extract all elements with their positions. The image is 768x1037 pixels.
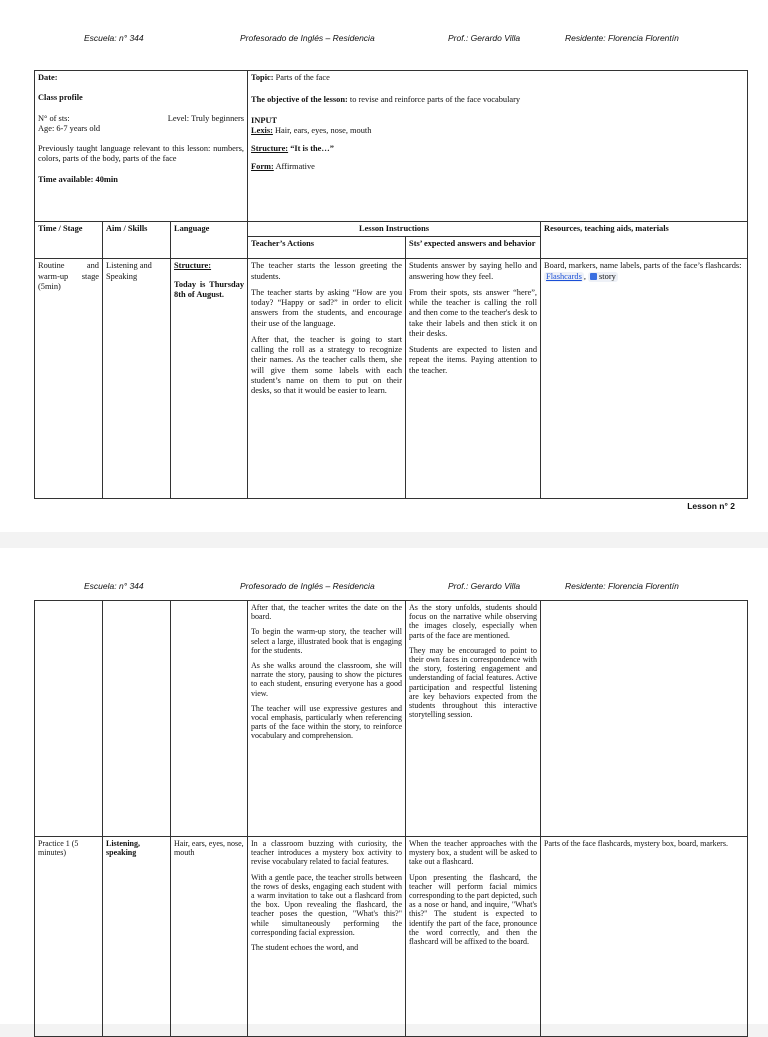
teacher-actions-cell: In a classroom buzzing with curiosity, the teacher introduces a mystery box activity to revise vocabulary related to facial features. With a gentle pace, the teacher strolls between the rows of desks, engaging each student with a warm invitation to take out a flashcard from the box. Upon revealing the flashcard, the teacher poses the question, "What's this?" while simultaneously performing the corresponding facial expression. The student echoes the word, and (248, 837, 406, 1037)
resources-cell: Parts of the face flashcards, mystery box, board, markers. (541, 837, 748, 1037)
doc-icon (590, 273, 597, 280)
resources-cell (541, 601, 748, 837)
col-lesson-instructions: Lesson Instructions (248, 222, 541, 237)
resources-cell: Board, markers, name labels, parts of the face’s flashcards: Flashcards , story (541, 259, 748, 499)
header-course: Profesorado de Inglés – Residencia (240, 33, 375, 43)
columns-header-row (35, 222, 748, 237)
age-text: Age: 6-7 years old (38, 123, 101, 133)
stage-cell (35, 601, 103, 837)
stage-cell: Routine and warm-up stage (5min) (35, 259, 103, 499)
class-profile-label: Class profile (38, 93, 83, 103)
aim-cell: Listening and Speaking (103, 259, 171, 499)
aim-cell (103, 601, 171, 837)
lesson-number: Lesson n° 2 (687, 501, 735, 511)
flashcards-link[interactable]: Flashcards (546, 271, 582, 281)
teacher-actions-cell: The teacher starts the lesson greeting the students. The teacher starts by asking “How are you today? “Happy or sad?” in order to elicit answers from the students, and encourage their use of the language. After that, the teacher is going to start calling the roll as a strategy to recognize their names. As the teacher calls them, she will give them some labels with each student’s name on them to put on their desks, so that it would be easier to learn. (248, 259, 406, 499)
header-resident: Residente: Florencia Florentín (565, 33, 679, 43)
date-label: Date: (38, 73, 58, 82)
language-cell (171, 601, 248, 837)
objective-text: The objective of the lesson: to revise and reinforce parts of the face vocabulary (251, 95, 521, 105)
nsts-label: N° of sts: (38, 113, 70, 123)
topic-text: Topic: Parts of the face (251, 73, 330, 82)
document-page-2 (0, 548, 768, 1024)
time-available: Time available: 40min (38, 174, 118, 184)
lesson-plan-table (34, 70, 748, 499)
level-text: Level: Truly beginners (167, 113, 245, 123)
stage-cell: Practice 1 (5 minutes) (35, 837, 103, 1037)
lesson-plan-table-continued (34, 600, 748, 1037)
col-sts-expected: Sts’ expected answers and behavior (406, 237, 541, 259)
table-row (35, 259, 748, 499)
header-professor: Prof.: Gerardo Villa (448, 33, 521, 43)
page-header (0, 581, 768, 595)
header-resident: Residente: Florencia Florentín (565, 581, 679, 591)
language-cell: Structure: Today is Thursday 8th of August. (171, 259, 248, 499)
structure-text: Structure: “It is the…” (251, 144, 334, 153)
header-course: Profesorado de Inglés – Residencia (240, 581, 375, 591)
lexis-text: Lexis: Hair, ears, eyes, nose, mouth (251, 125, 372, 135)
col-resources: Resources, teaching aids, materials (541, 222, 748, 259)
students-expected-cell: When the teacher approaches with the mystery box, a student will be asked to take out a flashcard. Upon presenting the flashcard, the teacher will perform facial mimics corresponding to the part depicted, such as a nose or hand, and inquire, "What's this?" The student is expected to identify the part of the face, pronounce the word correctly, and then the flashcard will be affixed to the board. (406, 837, 541, 1037)
header-school: Escuela: n° 344 (84, 33, 144, 43)
input-label: INPUT (251, 115, 278, 125)
students-expected-cell: As the story unfolds, students should focus on the narrative while observing the images closely, especially when parts of the face are mentioned. They may be encouraged to point to their own faces in correspondence with the story, fostering engagement and understanding of facial features. Active participation and respectful listening are key behaviors expected from the students throughout this interactive storytelling session. (406, 601, 541, 837)
header-school: Escuela: n° 344 (84, 581, 144, 591)
topic-cell (248, 71, 748, 222)
story-link[interactable]: story (588, 272, 618, 282)
col-aim-skills: Aim / Skills (103, 222, 171, 259)
aim-cell: Listening, speaking (103, 837, 171, 1037)
table-row (35, 601, 748, 837)
class-profile-cell (35, 71, 248, 222)
table-row (35, 837, 748, 1037)
col-teacher-actions: Teacher’s Actions (248, 237, 406, 259)
teacher-actions-cell: After that, the teacher writes the date on the board. To begin the warm-up story, the teacher will select a large, illustrated book that is engaging for the students. As she walks around the classroom, she will narrate the story, pausing to show the pictures to each student, ensuring everyone has a good view. The teacher will use expressive gestures and vocal emphasis, particularly when referencing parts of the face within the story, to reinforce vocabulary and comprehension. (248, 601, 406, 837)
plan-header-row (35, 71, 748, 222)
language-cell: Hair, ears, eyes, nose, mouth (171, 837, 248, 1037)
col-language: Language (171, 222, 248, 259)
header-professor: Prof.: Gerardo Villa (448, 581, 521, 591)
students-expected-cell: Students answer by saying hello and answering how they feel. From their spots, sts answer “here”, while the teacher is calling the roll and then come to the teacher's desk to take their labels and then stick it on their desks. Students are expected to listen and repeat the items. Paying attention to the teacher. (406, 259, 541, 499)
previously-taught: Previously taught language relevant to this lesson: numbers, colors, parts of the body, parts of the face (38, 144, 245, 164)
form-text: Form: Affirmative (251, 162, 315, 172)
col-time-stage: Time / Stage (35, 222, 103, 259)
page-header (0, 33, 768, 47)
